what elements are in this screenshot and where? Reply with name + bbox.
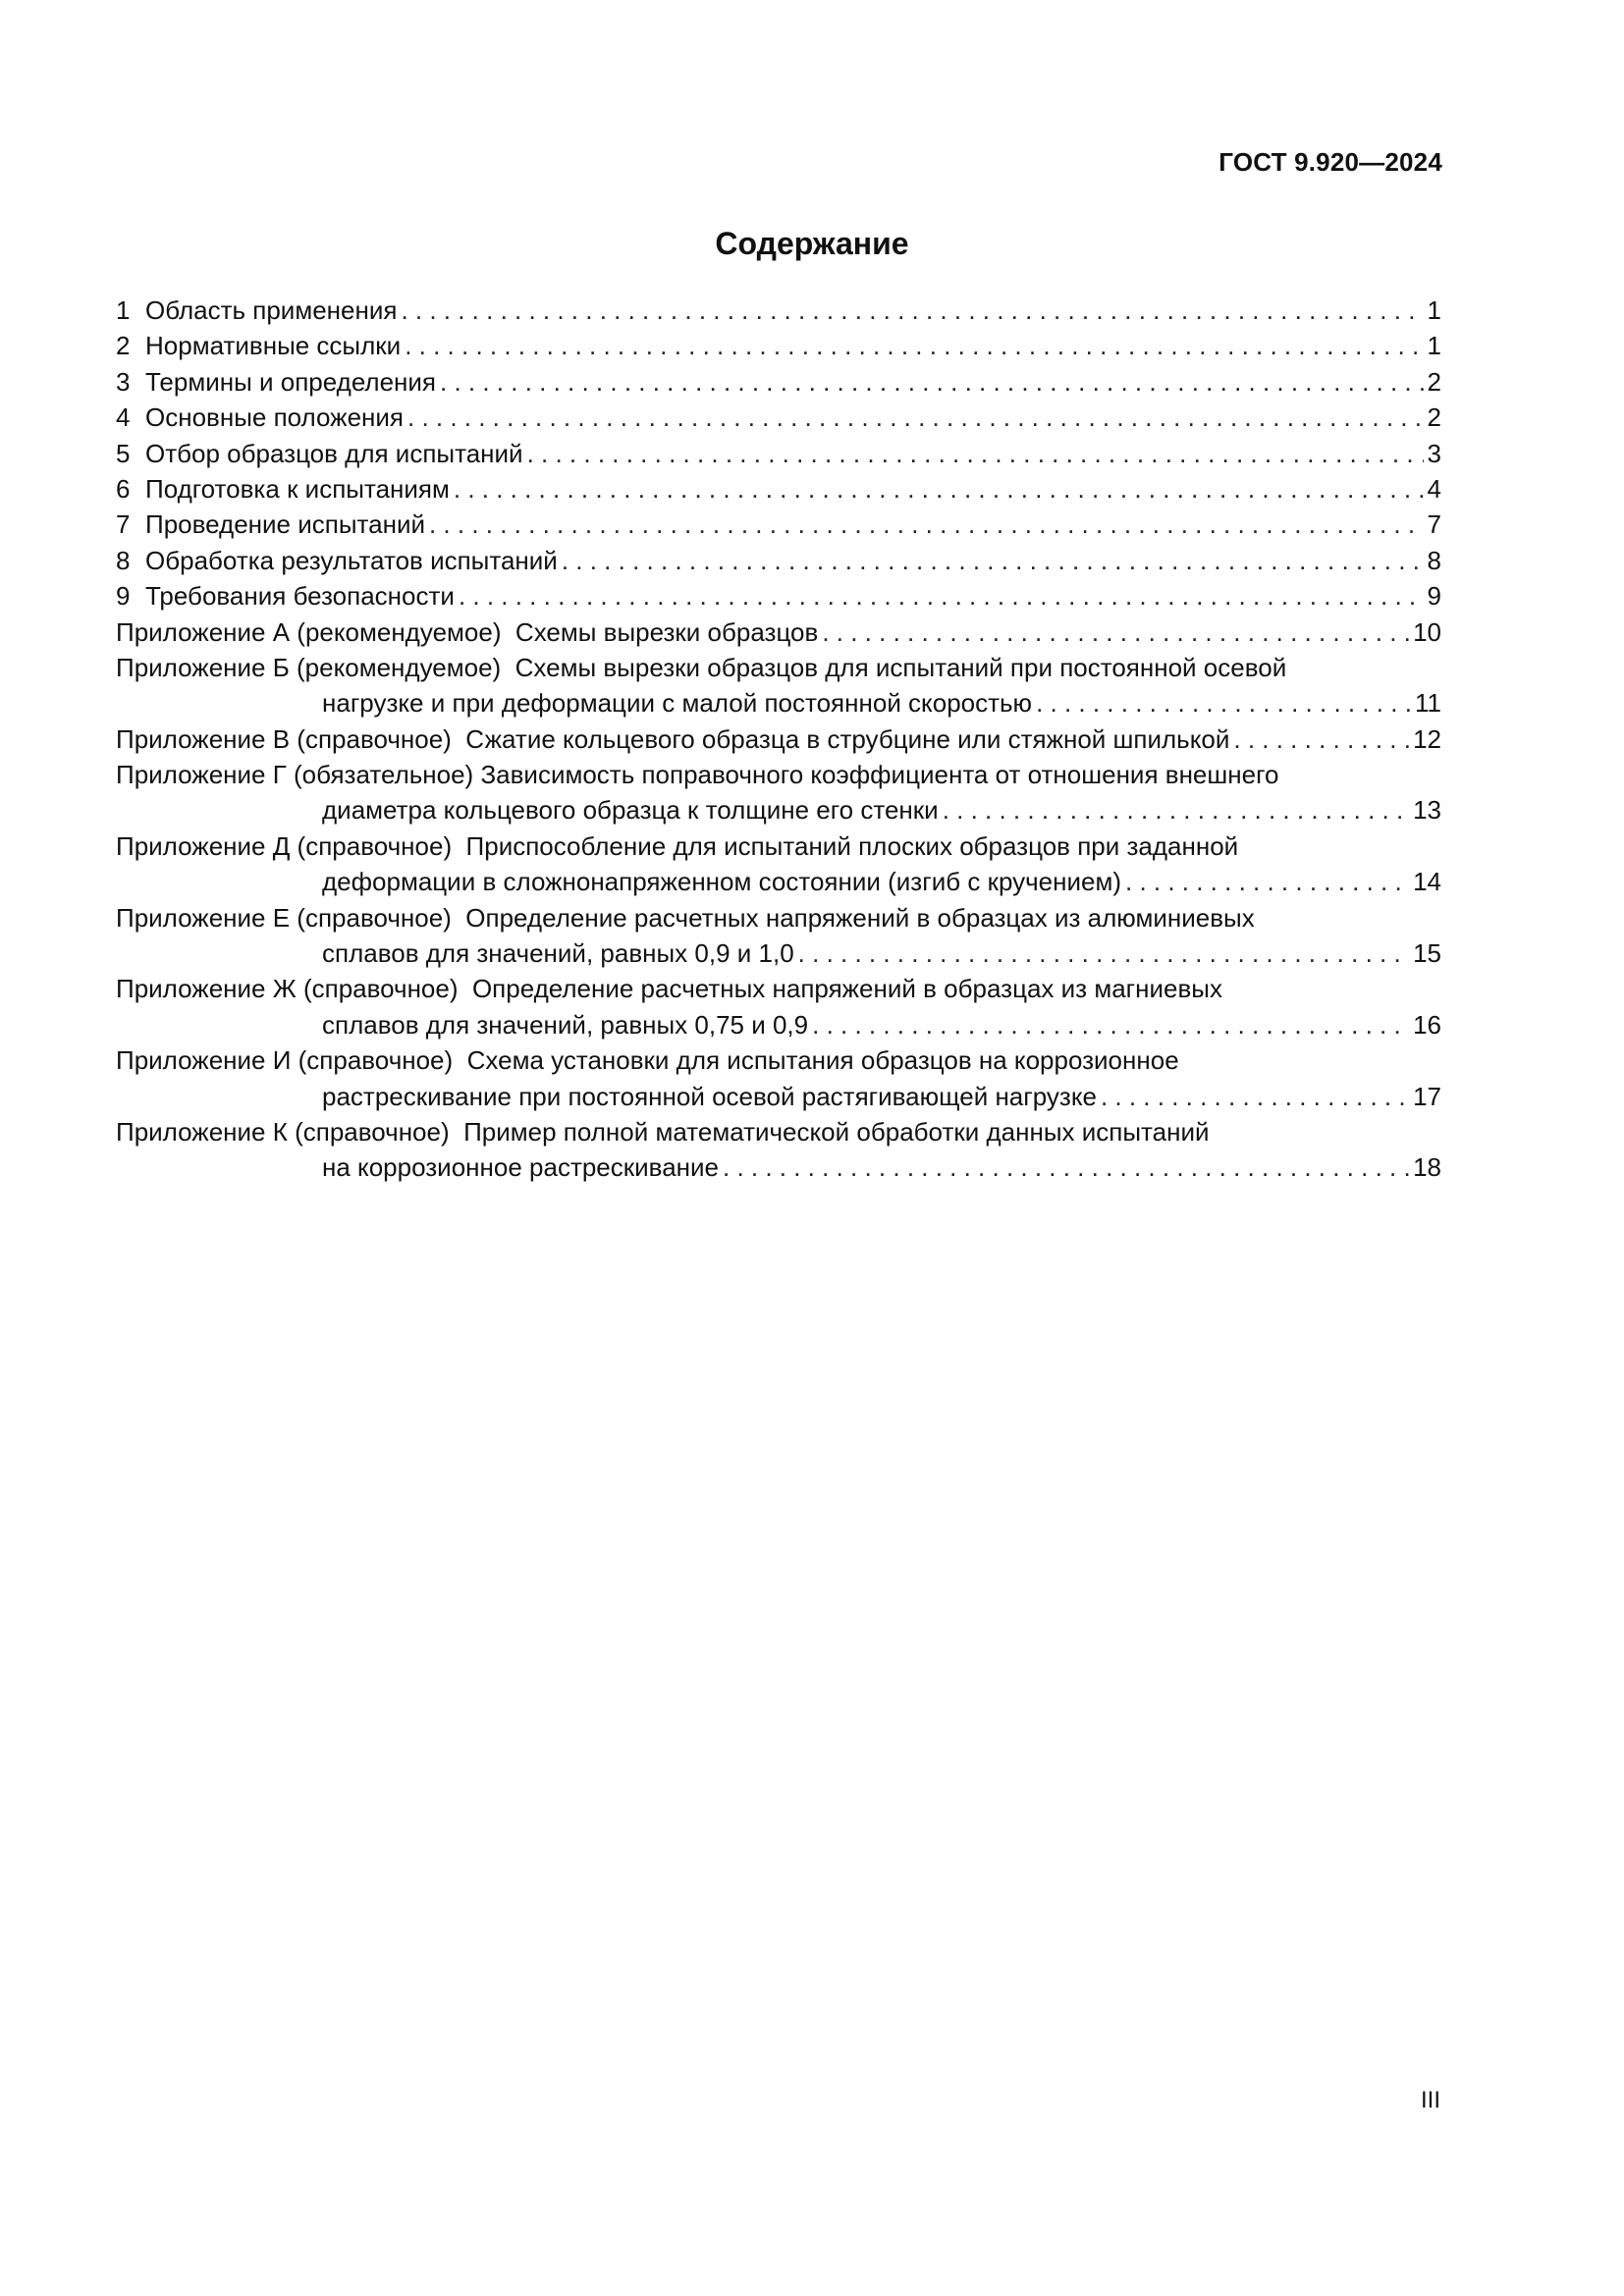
- toc-entry-label: Приложение Г (обязательное) Зависимость поправочного коэффициента от отношения внешнего: [116, 760, 1279, 790]
- toc-entry-label: Требования безопасности: [145, 581, 455, 612]
- toc-entry[interactable]: [116, 507, 1441, 542]
- toc-entry-label: Область применения: [145, 295, 398, 325]
- toc-entry-continuation-line: [116, 1149, 1441, 1185]
- toc-entry-label: Термины и определения: [145, 366, 437, 397]
- toc-entry-page-number: 12: [1413, 723, 1441, 754]
- toc-entry-page-number: 3: [1427, 438, 1441, 468]
- toc-dot-leader: [454, 471, 1424, 507]
- toc-entry-page-number: 4: [1427, 473, 1441, 504]
- toc-entry-line: [116, 900, 1441, 935]
- toc-dot-leader: [822, 614, 1409, 650]
- toc-entry-number: 8: [116, 545, 131, 575]
- toc-entry-label: Приложение А (рекомендуемое) Схемы вырезки образцов: [116, 616, 819, 647]
- toc-entry-number: 2: [116, 331, 131, 361]
- toc-dot-leader: [1101, 1079, 1409, 1114]
- toc-entry-number: 7: [116, 509, 131, 540]
- toc-dot-leader: [459, 578, 1424, 614]
- toc-entry-page-number: 1: [1427, 295, 1441, 325]
- toc-entry[interactable]: [116, 900, 1441, 972]
- toc-entry-number: 1: [116, 295, 131, 325]
- toc-entry-page-number: 16: [1413, 1009, 1441, 1040]
- toc-entry-label: Основные положения: [145, 402, 404, 433]
- toc-entry-page-number: 2: [1427, 402, 1441, 433]
- toc-entry[interactable]: [116, 328, 1441, 363]
- toc-entry[interactable]: [116, 721, 1441, 757]
- toc-dot-leader: [812, 1007, 1409, 1042]
- toc-entry-line: [116, 578, 1441, 614]
- toc-entry-continuation-line: [116, 1007, 1441, 1042]
- toc-dot-leader: [1125, 864, 1409, 899]
- toc-entry-label: растрескивание при постоянной осевой растягивающей нагрузке: [322, 1081, 1097, 1111]
- toc-entry-label: Приложение Ж (справочное) Определение расчетных напряжений в образцах из магниевых: [116, 974, 1222, 1004]
- toc-dot-leader: [943, 792, 1409, 828]
- toc-entry[interactable]: [116, 543, 1441, 578]
- toc-entry-label: деформации в сложнонапряженном состоянии (изгиб с кручением): [322, 867, 1121, 897]
- toc-entry-number: 3: [116, 366, 131, 397]
- toc-dot-leader: [1036, 685, 1411, 721]
- toc-entry-line: [116, 828, 1441, 864]
- toc-entry-continuation-line: [116, 935, 1441, 971]
- toc-entry-number: 9: [116, 581, 131, 612]
- toc-entry[interactable]: [116, 364, 1441, 400]
- page-number: III: [1420, 2087, 1440, 2113]
- table-of-contents: [116, 293, 1441, 1186]
- toc-entry-label: нагрузке и при деформации с малой постоянной скоростью: [322, 688, 1033, 719]
- toc-entry-line: [116, 400, 1441, 435]
- toc-entry-continuation-line: [116, 864, 1441, 899]
- toc-entry-line: [116, 507, 1441, 542]
- document-code: ГОСТ 9.920—2024: [1218, 147, 1442, 177]
- toc-entry-continuation-line: [116, 792, 1441, 828]
- toc-entry-page-number: 1: [1427, 331, 1441, 361]
- toc-entry-line: [116, 614, 1441, 650]
- toc-entry-line: [116, 1114, 1441, 1149]
- toc-entry-label: Приложение Б (рекомендуемое) Схемы вырезки образцов для испытаний при постоянной осевой: [116, 652, 1287, 682]
- toc-entry-line: [116, 543, 1441, 578]
- toc-entry[interactable]: [116, 1114, 1441, 1186]
- toc-dot-leader: [562, 543, 1424, 578]
- toc-entry[interactable]: [116, 1042, 1441, 1114]
- toc-entry-page-number: 14: [1413, 867, 1441, 897]
- toc-entry-continuation-line: [116, 1079, 1441, 1114]
- toc-dot-leader: [407, 400, 1424, 435]
- toc-entry-label: Проведение испытаний: [145, 509, 425, 540]
- toc-entry-label: Приложение Е (справочное) Определение расчетных напряжений в образцах из алюминиевых: [116, 902, 1255, 933]
- toc-entry-label: Приложение К (справочное) Пример полной математической обработки данных испытаний: [116, 1116, 1210, 1147]
- toc-entry[interactable]: [116, 971, 1441, 1042]
- toc-entry-page-number: 9: [1427, 581, 1441, 612]
- toc-entry-line: [116, 650, 1441, 685]
- toc-dot-leader: [401, 293, 1423, 328]
- toc-entry[interactable]: [116, 471, 1441, 507]
- toc-entry[interactable]: [116, 828, 1441, 900]
- toc-dot-leader: [798, 935, 1409, 971]
- toc-entry-page-number: 13: [1413, 795, 1441, 826]
- toc-entry-label: Приложение И (справочное) Схема установки для испытания образцов на коррозионное: [116, 1045, 1179, 1076]
- toc-entry-label: Подготовка к испытаниям: [145, 473, 450, 504]
- toc-entry[interactable]: [116, 293, 1441, 328]
- toc-entry-line: [116, 721, 1441, 757]
- toc-title: Содержание: [715, 226, 909, 261]
- toc-entry[interactable]: [116, 650, 1441, 721]
- toc-entry[interactable]: [116, 400, 1441, 435]
- toc-entry-page-number: 15: [1413, 938, 1441, 969]
- toc-dot-leader: [440, 364, 1424, 400]
- toc-entry-line: [116, 436, 1441, 471]
- toc-entry-line: [116, 1042, 1441, 1078]
- toc-entry-number: 4: [116, 402, 131, 433]
- toc-entry-page-number: 10: [1413, 616, 1441, 647]
- toc-entry-line: [116, 328, 1441, 363]
- toc-entry-label: Приложение Д (справочное) Приспособление для испытаний плоских образцов при заданной: [116, 830, 1239, 861]
- toc-entry-line: [116, 971, 1441, 1006]
- toc-entry-page-number: 8: [1427, 545, 1441, 575]
- toc-entry-page-number: 11: [1415, 688, 1441, 719]
- toc-entry[interactable]: [116, 757, 1441, 828]
- toc-entry-label: Нормативные ссылки: [145, 331, 402, 361]
- toc-entry-line: [116, 293, 1441, 328]
- toc-entry-label: Отбор образцов для испытаний: [145, 438, 523, 468]
- toc-entry-line: [116, 471, 1441, 507]
- toc-entry-label: на коррозионное растрескивание: [322, 1152, 719, 1183]
- toc-entry-label: Приложение В (справочное) Сжатие кольцевого образца в струбцине или стяжной шпилькой: [116, 723, 1230, 754]
- toc-entry-label: сплавов для значений, равных 0,75 и 0,9: [322, 1009, 809, 1040]
- toc-dot-leader: [1233, 721, 1409, 757]
- toc-dot-leader: [527, 436, 1424, 471]
- toc-entry-page-number: 18: [1413, 1152, 1441, 1183]
- toc-entry-continuation-line: [116, 685, 1441, 721]
- toc-entry-line: [116, 757, 1441, 792]
- toc-entry-number: 6: [116, 473, 131, 504]
- toc-entry-page-number: 17: [1413, 1081, 1441, 1111]
- toc-entry-label: сплавов для значений, равных 0,9 и 1,0: [322, 938, 794, 969]
- toc-entry-label: диаметра кольцевого образца к толщине его стенки: [322, 795, 939, 826]
- toc-dot-leader: [405, 328, 1423, 363]
- toc-entry[interactable]: [116, 578, 1441, 614]
- toc-entry-label: Обработка результатов испытаний: [145, 545, 558, 575]
- toc-entry-number: 5: [116, 438, 131, 468]
- toc-entry[interactable]: [116, 436, 1441, 471]
- toc-entry[interactable]: [116, 614, 1441, 650]
- toc-dot-leader: [429, 507, 1424, 542]
- toc-entry-line: [116, 364, 1441, 400]
- toc-entry-page-number: 2: [1427, 366, 1441, 397]
- toc-entry-page-number: 7: [1427, 509, 1441, 540]
- toc-dot-leader: [723, 1149, 1409, 1185]
